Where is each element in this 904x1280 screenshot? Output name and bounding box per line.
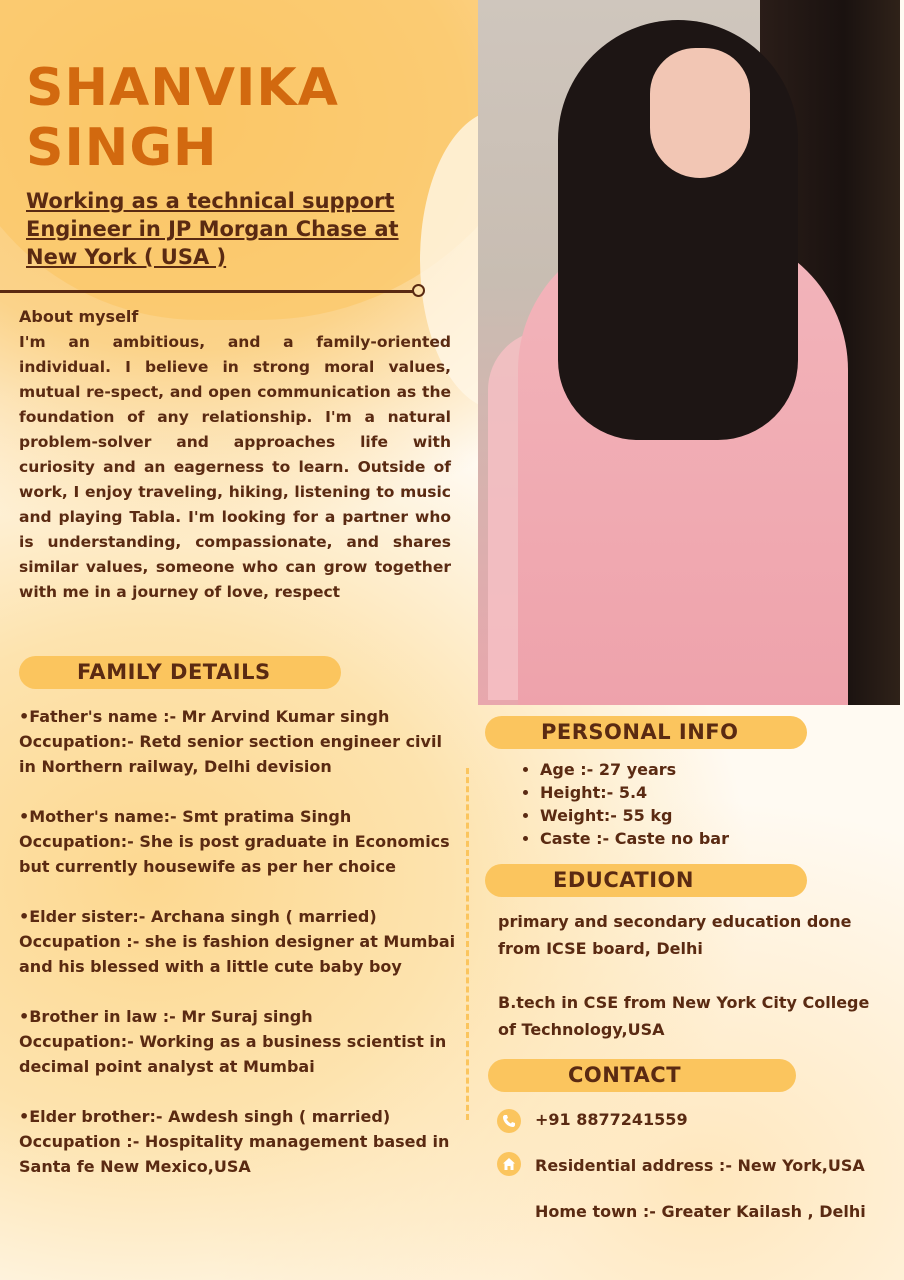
member-relation: •Elder sister:- Archana singh ( married) <box>19 907 377 926</box>
member-relation: •Elder brother:- Awdesh singh ( married) <box>19 1107 391 1126</box>
family-member <box>19 904 459 979</box>
column-divider <box>466 768 469 1120</box>
photo-face <box>650 48 750 178</box>
job-line3: New York ( USA ) <box>26 245 227 269</box>
family-member <box>19 1104 459 1179</box>
member-occupation: Occupation:- Working as a business scientist in decimal point analyst at Mumbai <box>19 1032 447 1076</box>
home-town: Home town :- Greater Kailash , Delhi <box>535 1202 866 1221</box>
member-occupation: Occupation :- she is fashion designer at Mumbai and his blessed with a little cute baby boy <box>19 932 456 976</box>
family-details-heading: FAMILY DETAILS <box>19 656 341 689</box>
personal-info-item: • Weight:- 55 kg <box>540 804 729 827</box>
education-details <box>498 908 888 1070</box>
member-relation: •Mother's name:- Smt pratima Singh <box>19 807 352 826</box>
contact-heading: CONTACT <box>488 1059 796 1092</box>
about-text: I'm an ambitious, and a family-oriented individual. I believe in strong moral values, mutual re-spect, and open communication as the foundation of any relationship. I'm a natural problem-solver and approaches life with curiosity and an eagerness to learn. Outside of work, I enjoy traveling, hiking, listening to music and playing Tabla. I'm looking for a partner who is understanding, compassionate, and shares similar values, someone who can grow together with me in a journey of love, respect <box>19 333 451 601</box>
family-member <box>19 804 459 879</box>
member-occupation: Occupation:- Retd senior section engineer civil in Northern railway, Delhi devision <box>19 732 442 776</box>
member-occupation: Occupation :- Hospitality management based in Santa fe New Mexico,USA <box>19 1132 450 1176</box>
education-heading: EDUCATION <box>485 864 807 897</box>
personal-info-heading: PERSONAL INFO <box>485 716 807 749</box>
personal-info-item: • Height:- 5.4 <box>540 781 729 804</box>
residential-address: Residential address :- New York,USA <box>535 1156 865 1175</box>
education-item: primary and secondary education done from ICSE board, Delhi <box>498 912 852 958</box>
member-occupation: Occupation:- She is post graduate in Economics but currently housewife as per her choice <box>19 832 450 876</box>
profile-name <box>26 58 339 178</box>
about-title: About myself <box>19 307 139 326</box>
divider-dot <box>412 284 425 297</box>
job-line1: Working as a technical support <box>26 189 395 213</box>
profile-photo <box>478 0 900 705</box>
personal-info-item: • Caste :- Caste no bar <box>540 827 729 850</box>
name-line1: SHANVIKA <box>26 58 339 118</box>
education-item: B.tech in CSE from New York City College of Technology,USA <box>498 993 870 1039</box>
personal-info-list <box>518 758 729 850</box>
divider-line <box>0 290 414 293</box>
home-icon <box>497 1152 521 1176</box>
family-member <box>19 704 459 779</box>
phone-icon <box>497 1109 521 1133</box>
member-relation: •Brother in law :- Mr Suraj singh <box>19 1007 313 1026</box>
family-member <box>19 1004 459 1079</box>
personal-info-item: • Age :- 27 years <box>540 758 729 781</box>
family-details <box>19 704 459 1204</box>
job-title <box>26 187 456 271</box>
name-line2: SINGH <box>26 118 218 178</box>
phone-number[interactable]: +91 8877241559 <box>535 1110 688 1129</box>
member-relation: •Father's name :- Mr Arvind Kumar singh <box>19 707 390 726</box>
job-line2: Engineer in JP Morgan Chase at <box>26 217 399 241</box>
